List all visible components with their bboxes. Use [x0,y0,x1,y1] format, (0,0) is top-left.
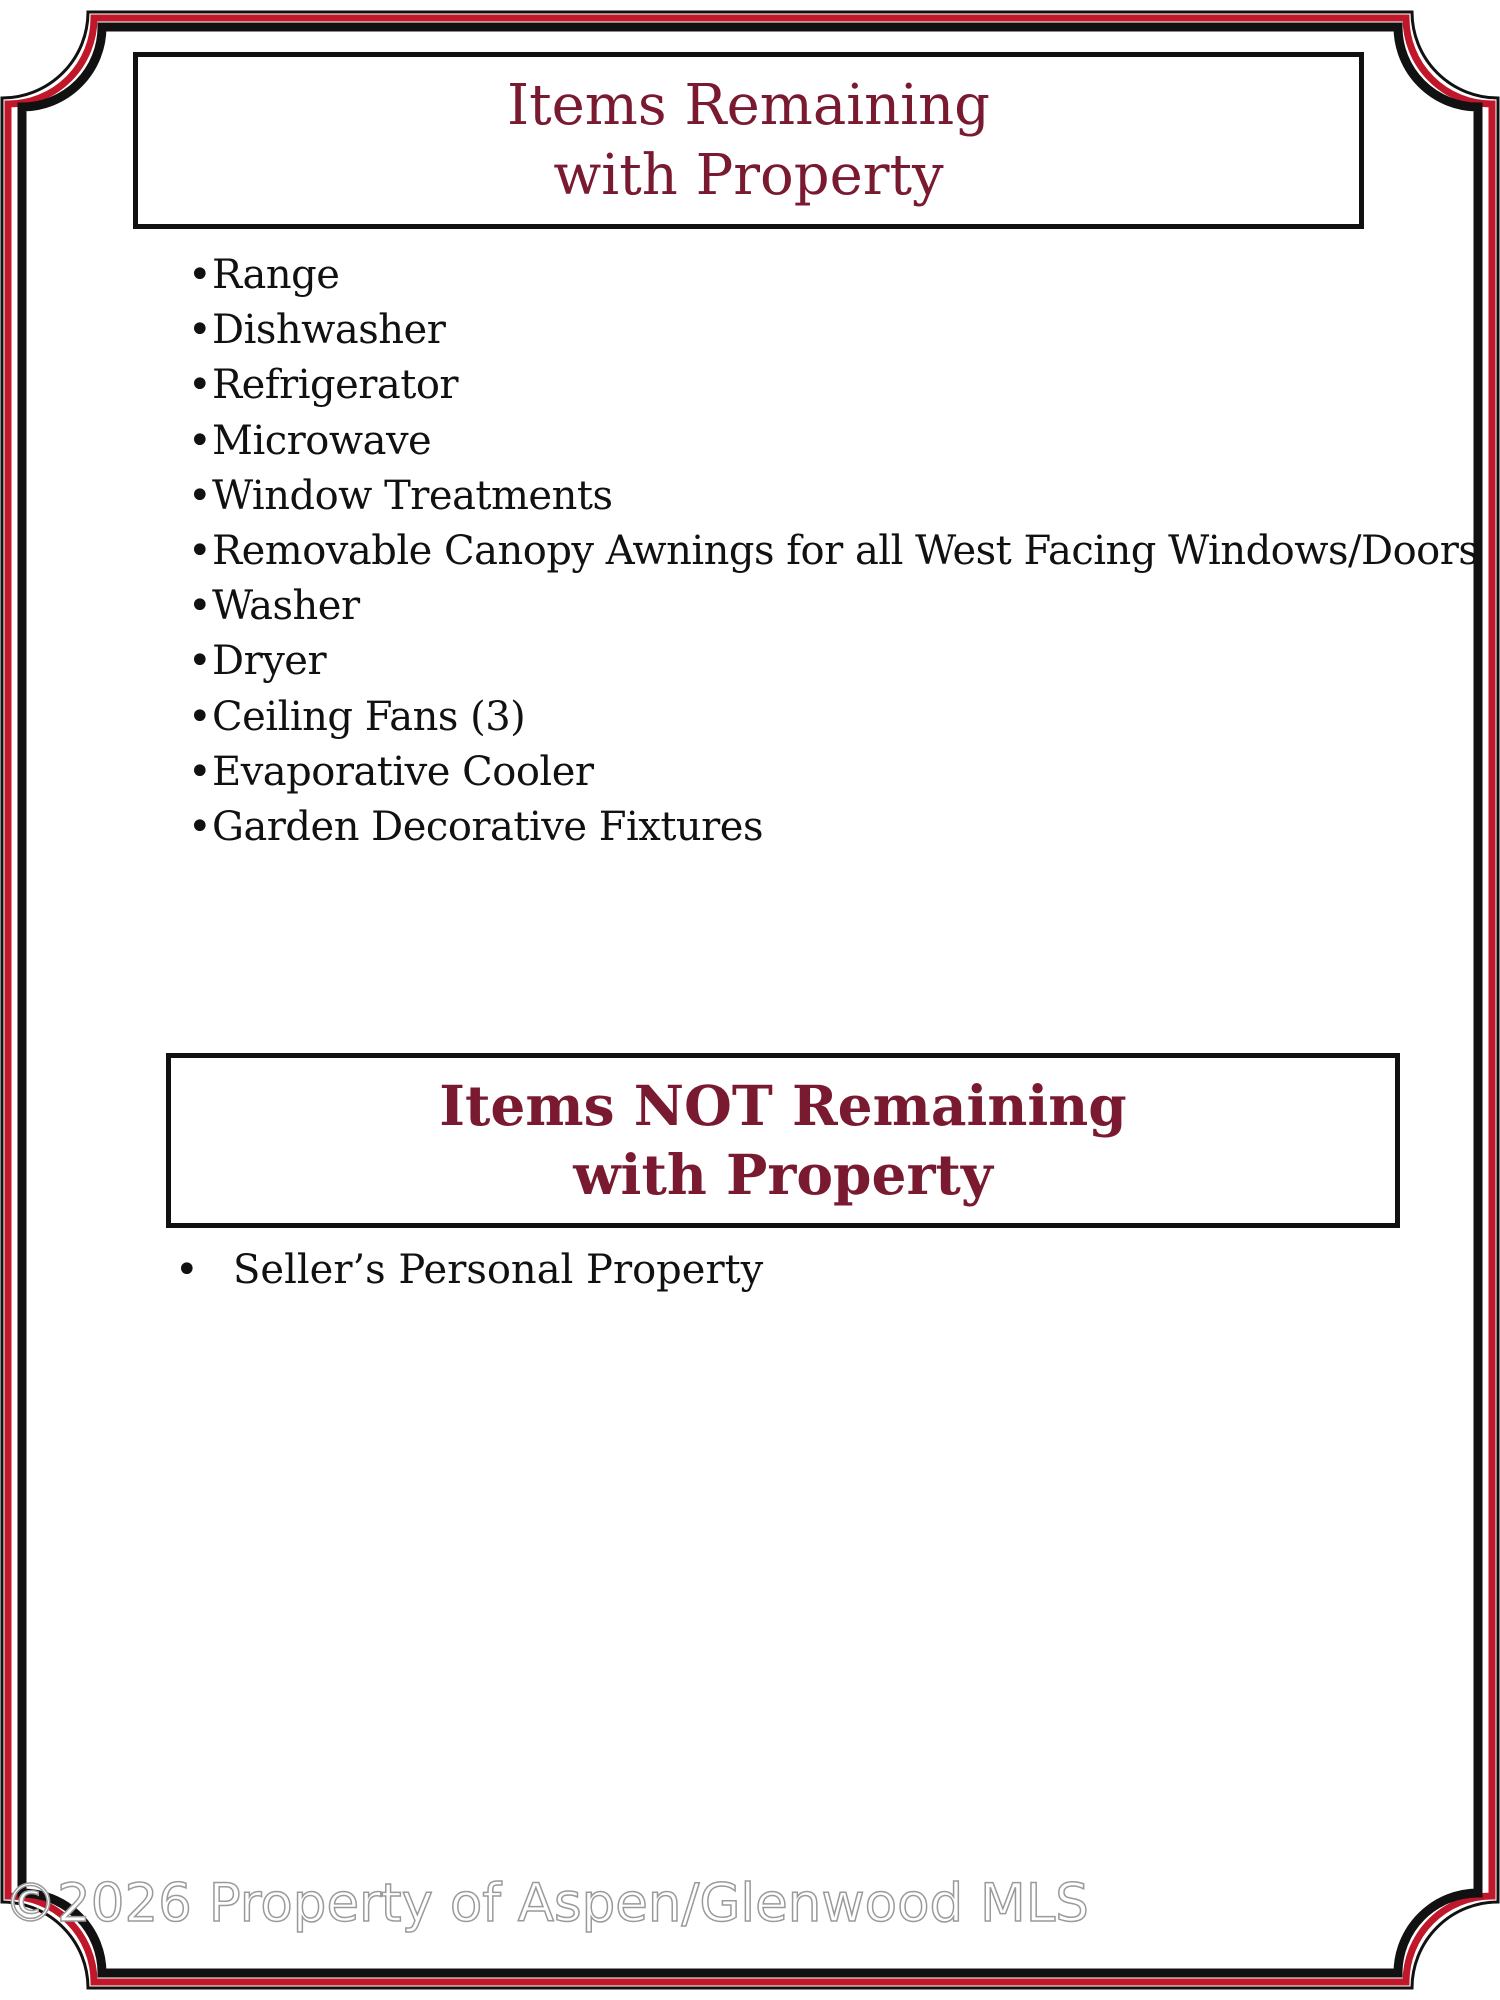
bullet-icon: • [188,472,212,519]
bullet-icon: • [188,307,212,354]
list-item [188,248,1478,303]
list-item-label: Range [212,252,340,298]
items-not-remaining-title-box [166,1053,1400,1228]
bullet-icon: • [188,527,212,574]
list-item-label: Seller’s Personal Property [233,1247,764,1293]
list-item-label: Washer [212,583,360,630]
list-item-label: Removable Canopy Awnings for all West Facing Windows/Doors [212,527,1479,574]
list-item [188,414,1478,469]
list-item [188,745,1478,800]
items-not-remaining-title-line2: with Property [573,1141,993,1207]
items-remaining-list [188,248,1478,855]
list-item-label: Window Treatments [212,472,613,519]
bullet-icon: • [188,638,212,685]
items-not-remaining-list [175,1240,763,1300]
bullet-icon: • [188,748,212,795]
list-item [175,1240,763,1300]
items-remaining-title-box [133,52,1364,229]
bullet-icon: • [188,693,212,740]
list-item-label: Dryer [212,638,327,685]
items-remaining-title-line2: with Property [553,142,944,208]
bullet-icon: • [175,1247,199,1293]
list-item [188,469,1478,524]
items-not-remaining-title-line1: Items NOT Remaining [439,1072,1127,1138]
list-item [188,358,1478,413]
list-item-label: Ceiling Fans (3) [212,693,526,740]
list-item [188,579,1478,634]
watermark: ©2026 Property of Aspen/Glenwood MLS [4,1873,1089,1934]
list-item-label: Refrigerator [212,362,459,409]
list-item-label: Evaporative Cooler [212,748,594,795]
list-item [188,800,1478,855]
list-item-label: Dishwasher [212,307,446,354]
items-remaining-title-line1: Items Remaining [507,72,990,138]
bullet-icon: • [188,803,212,850]
list-item [188,524,1478,579]
list-item [188,303,1478,358]
list-item [188,634,1478,689]
bullet-icon: • [188,252,212,298]
bullet-icon: • [188,417,212,464]
list-item-label: Microwave [212,417,432,464]
bullet-icon: • [188,362,212,409]
list-item [188,690,1478,745]
list-item-label: Garden Decorative Fixtures [212,803,763,850]
bullet-icon: • [188,583,212,630]
